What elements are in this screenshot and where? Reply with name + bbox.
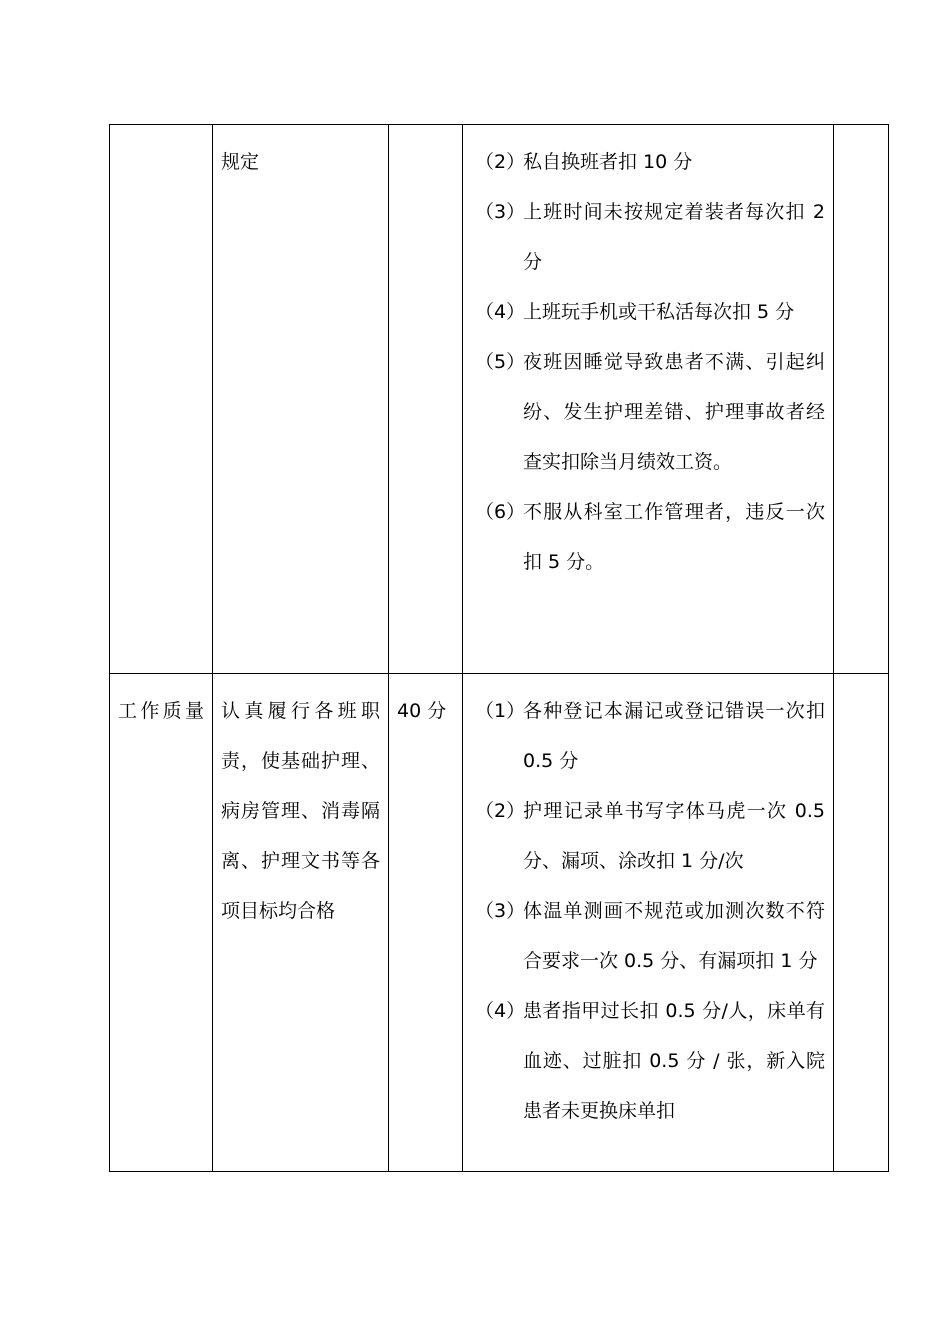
requirement-cell: 认真履行各班职责，使基础护理、病房管理、消毒隔离、护理文书等各项目标均合格 [213, 674, 389, 1172]
rules-cell [463, 674, 834, 1172]
item-cell [110, 125, 213, 674]
rule-text: 上班玩手机或干私活每次扣 5 分 [523, 301, 795, 323]
rule-number: （6） [475, 501, 526, 523]
remark-cell [834, 674, 889, 1172]
rule-text: 患者指甲过长扣 0.5 分/人，床单有血迹、过脏扣 0.5 分 / 张，新入院患者未更换床单扣 [523, 1000, 825, 1122]
rule-text: 护理记录单书写字体马虎一次 0.5 分、漏项、涂改扣 1 分/次 [523, 800, 825, 872]
rule-number: （4） [475, 301, 526, 323]
table-row [110, 674, 889, 1172]
rule-text: 各种登记本漏记或登记错误一次扣 0.5 分 [523, 700, 825, 772]
rule-number: （2） [475, 800, 526, 822]
rules-cell [463, 125, 834, 674]
rule-item [471, 137, 825, 187]
rule-item [471, 986, 825, 1136]
table-row [110, 125, 889, 674]
rule-number: （3） [475, 201, 526, 223]
rule-number: （5） [475, 351, 526, 373]
score-cell [389, 125, 463, 674]
rule-item [471, 287, 825, 337]
rule-text: 不服从科室工作管理者，违反一次扣 5 分。 [523, 501, 825, 573]
rule-text: 上班时间未按规定着装者每次扣 2 分 [523, 201, 825, 273]
rule-item [471, 686, 825, 786]
score-cell: 40 分 [389, 674, 463, 1172]
remark-cell [834, 125, 889, 674]
rule-item [471, 786, 825, 886]
item-cell: 工作质量 [110, 674, 213, 1172]
assessment-table [109, 124, 889, 1172]
requirement-cell: 规定 [213, 125, 389, 674]
rule-item [471, 487, 825, 587]
rule-number: （1） [475, 700, 526, 722]
rule-text: 体温单测画不规范或加测次数不符合要求一次 0.5 分、有漏项扣 1 分 [523, 900, 825, 972]
rule-text: 私自换班者扣 10 分 [523, 151, 693, 173]
rule-item [471, 337, 825, 487]
rule-item [471, 187, 825, 287]
rule-number: （2） [475, 151, 526, 173]
rule-text: 夜班因睡觉导致患者不满、引起纠纷、发生护理差错、护理事故者经查实扣除当月绩效工资。 [523, 351, 825, 473]
rule-item [471, 886, 825, 986]
rule-number: （4） [475, 1000, 526, 1022]
rule-number: （3） [475, 900, 526, 922]
